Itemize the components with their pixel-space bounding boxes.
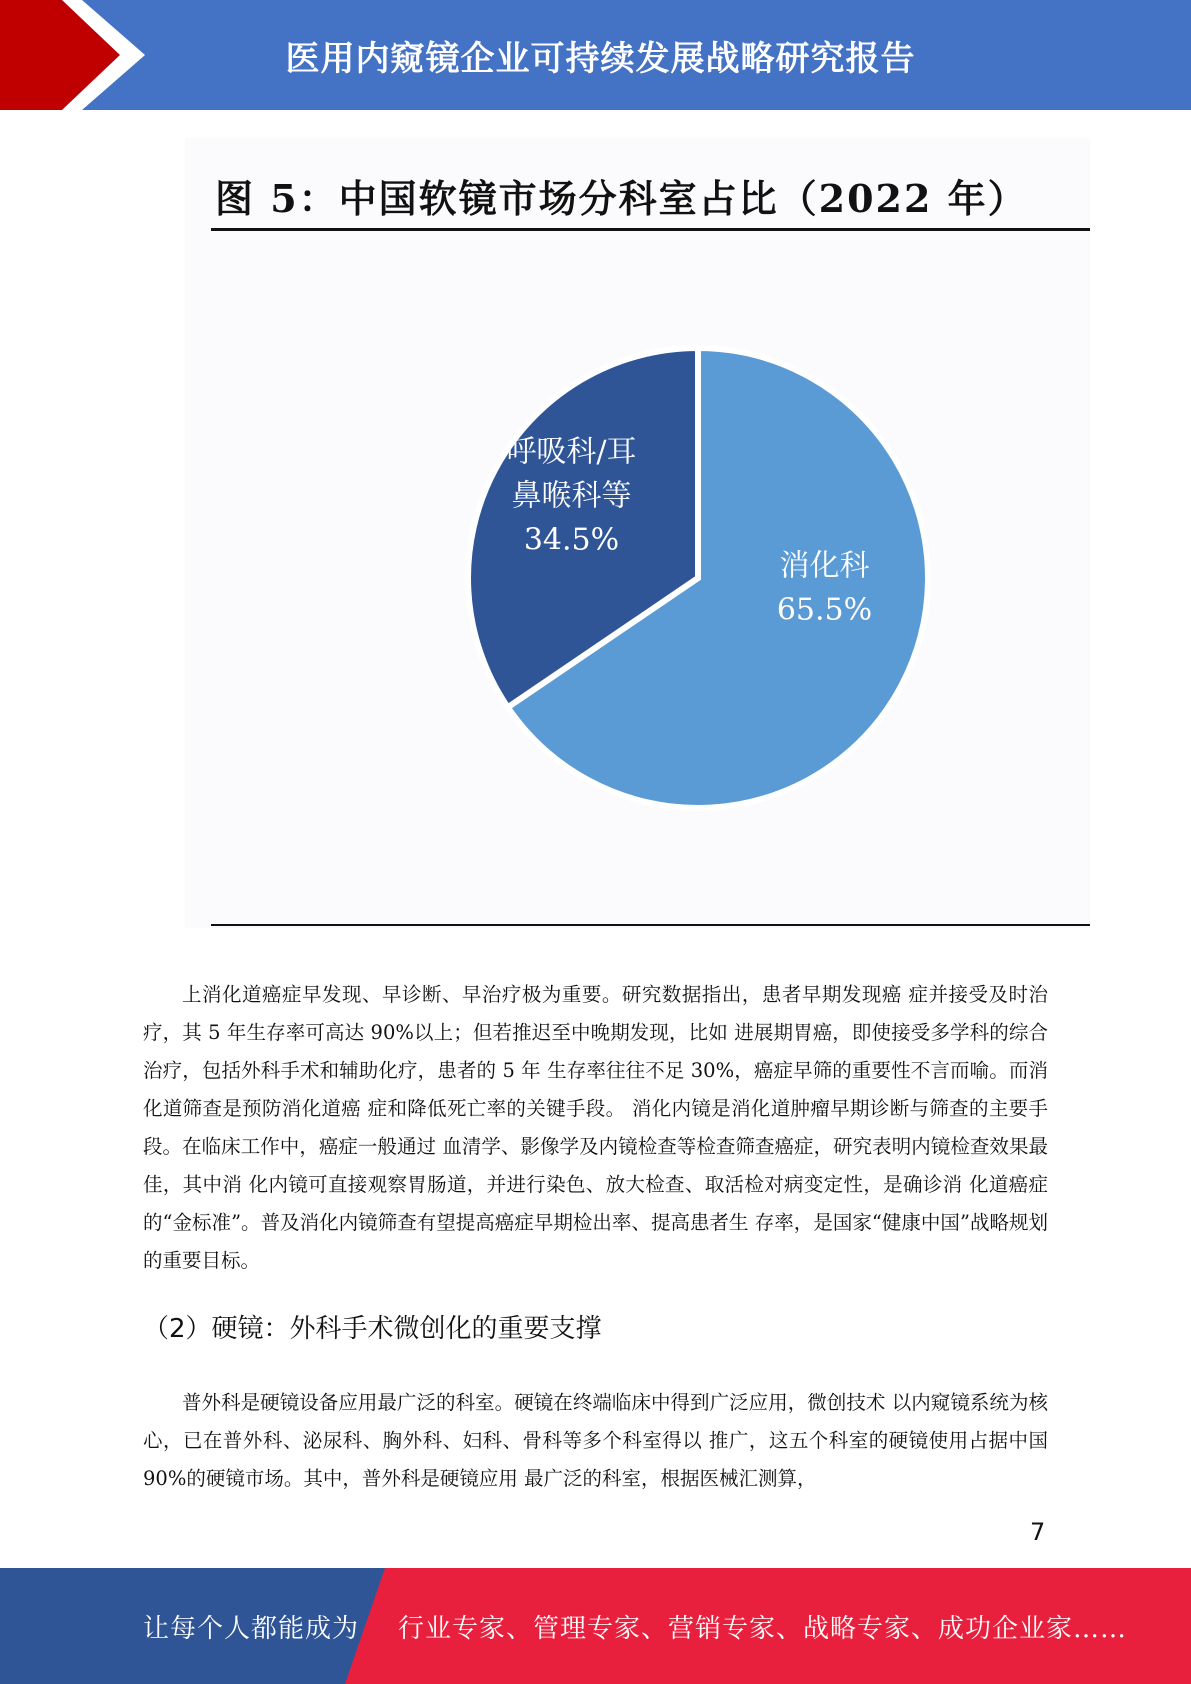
pie-category-label: 消化科 [779,548,870,584]
page-footer [0,1568,1191,1684]
page-number: 7 [1030,1518,1046,1546]
pie-chart [185,138,1090,928]
pie-value-label: 65.5% [776,592,873,628]
footer-slogan-left: 让每个人都能成为 [143,1613,360,1644]
body-paragraph-1: 上消化道癌症早发现、早诊断、早治疗极为重要。研究数据指出，患者早期发现癌 症并接受及时治疗，其 5 年生存率可高达 90%以上；但若推迟至中晚期发现，比如 进展期胃癌，即使接受多学科的综合治疗，包括外科手术和辅助化疗，患者的 5 年 生存率往往不足 30%，癌症早筛的重要性不言而喻。而消化道筛查是预防消化道癌 症和降低死亡率的关键手段。 消化内镜是消化道肿瘤早期诊断与筛查的主要手段。在临床工作中，癌症一般通过 血清学、影像学及内镜检查等检查筛查癌症，研究表明内镜检查效果最佳，其中消 化内镜可直接观察胃肠道，并进行染色、放大检查、取活检对病变定性，是确诊消 化道癌症的“金标准”。普及消化内镜筛查有望提高癌症早期检出率、提高患者生 存率，是国家“健康中国”战略规划的重要目标。 [143,983,1048,1272]
figure-title: 图 5：中国软镜市场分科室占比（2022 年） [215,176,1028,221]
pie-category-label: 呼吸科/耳 [506,434,637,470]
report-title: 医用内窥镜企业可持续发展战略研究报告 [285,38,916,79]
section-heading: （2）硬镜：外科手术微创化的重要支撑 [143,1314,602,1344]
pie-label-1 [506,435,636,558]
page-header [0,0,1191,110]
pie-category-label: 鼻喉科等 [511,478,632,514]
pie-value-label: 34.5% [523,522,620,558]
footer-slogan-right: 行业专家、管理专家、营销专家、战略专家、成功企业家…… [398,1613,1128,1644]
figure-bottom-rule [211,924,1090,926]
body-paragraph-2: 普外科是硬镜设备应用最广泛的科室。硬镜在终端临床中得到广泛应用，微创技术 以内窥镜系统为核心，已在普外科、泌尿科、胸外科、妇科、骨科等多个科室得以 推广，这五个科室的硬镜使用占据中国 90%的硬镜市场。其中，普外科是硬镜应用 最广泛的科室，根据医械汇测算， [143,1391,1048,1490]
figure-panel [185,138,1090,928]
